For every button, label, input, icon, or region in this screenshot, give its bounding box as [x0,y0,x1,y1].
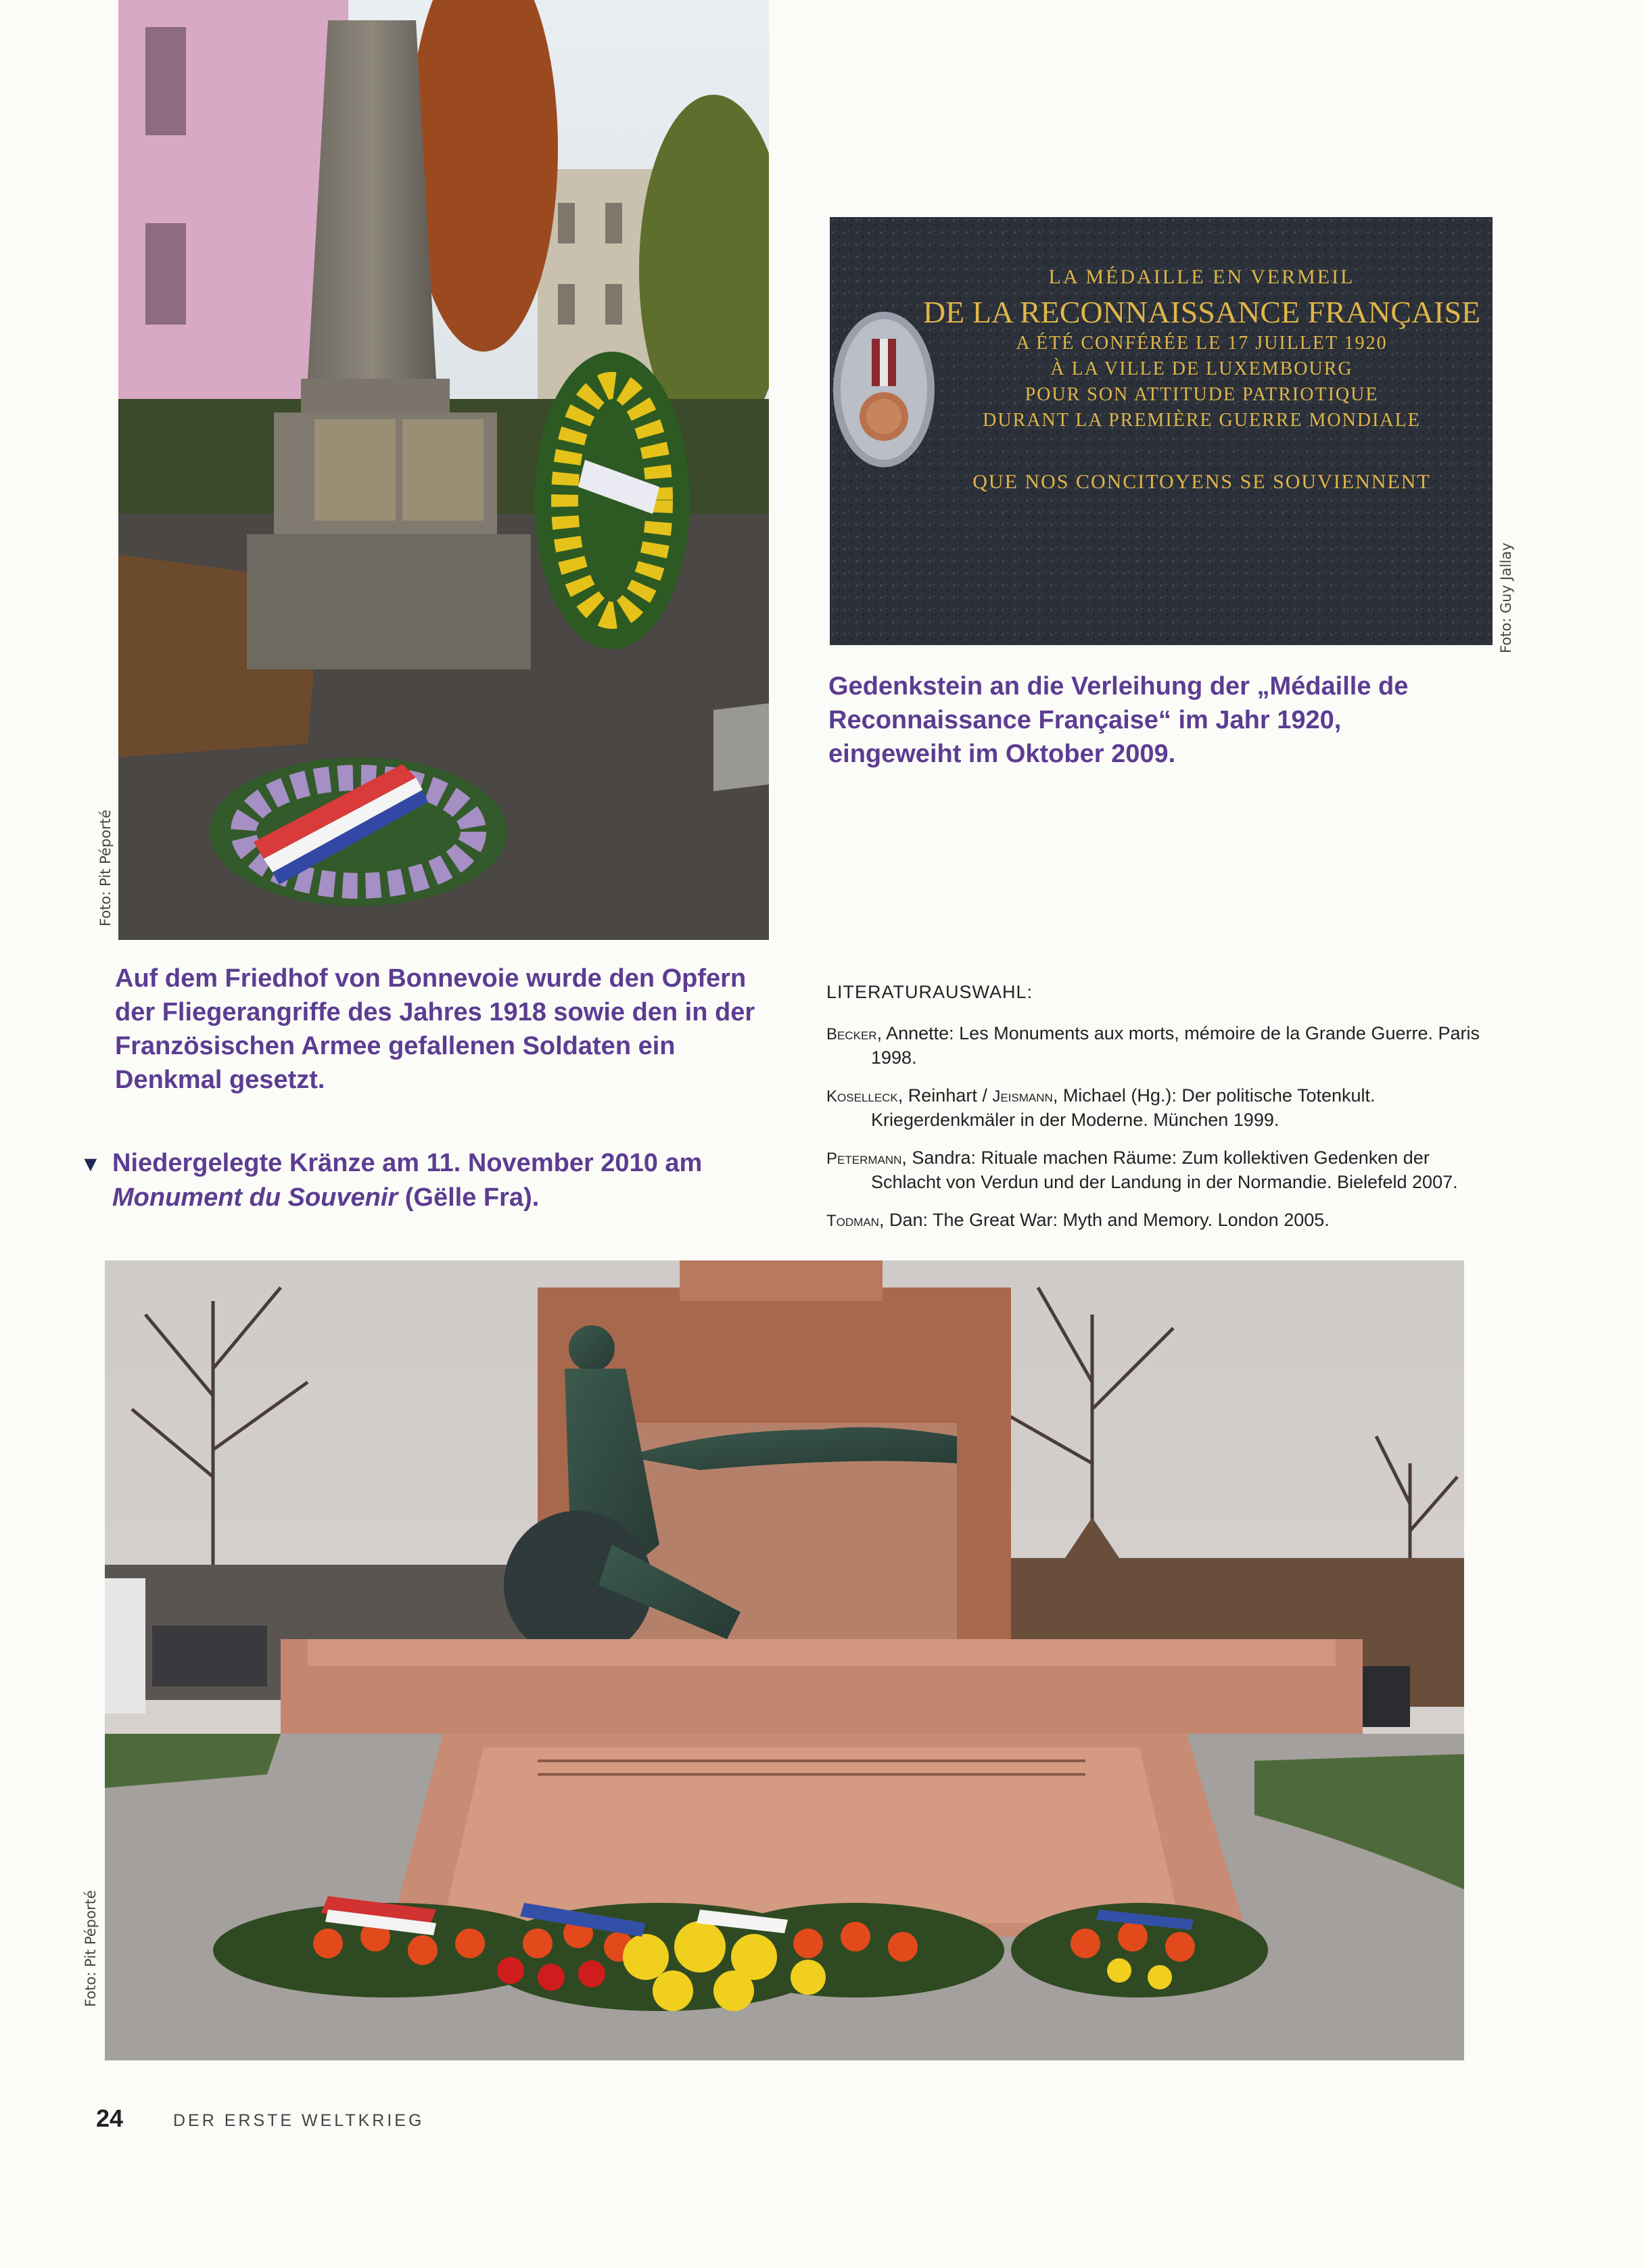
plaque-caption-text: Gedenkstein an die Verleihung der „Médaille de Reconnaissance Française“ im Jahr 1920, eingeweiht im Oktober 2009. [828,672,1409,768]
plaque-line-5: POUR SON ATTITUDE PATRIOTIQUE [1025,384,1379,405]
literature-author: Koselleck [826,1087,898,1106]
literature-entry [826,1084,1486,1131]
literature-heading: LITERATURAUSWAHL: [826,982,1033,1002]
plaque-line-1: LA MÉDAILLE EN VERMEIL [1048,266,1355,288]
plaque-line-3: A ÉTÉ CONFÉRÉE LE 17 JUILLET 1920 [1016,333,1388,354]
literature-details: , Michael (Hg.): Der politische Totenkult. Kriegerdenkmäler in der Moderne. München 1999. [871,1085,1376,1130]
wreaths-caption-text: Niedergelegte Kränze am 11. November 2010 am [112,1149,703,1177]
photo-credit-plaque: Foto: Guy Jallay [1498,542,1514,653]
cemetery-caption-text: Auf dem Friedhof von Bonnevoie wurde den Opfern der Fliegerangriffe des Jahres 1918 sowie den in der Französischen Armee gefallenen Soldaten ein Denkmal gesetzt. [115,964,755,1094]
plaque-line-4: À LA VILLE DE LUXEMBOURG [1050,358,1353,379]
literature-details: , Annette: Les Monuments aux morts, mémoire de la Grande Guerre. Paris 1998. [871,1023,1480,1068]
literature-entry [826,1146,1486,1194]
literature-details: , Dan: The Great War: Myth and Memory. London 2005. [878,1210,1330,1230]
triangle-down-icon: ▼ [80,1152,101,1176]
wreaths-caption-end: (Gëlle Fra). [404,1183,540,1212]
wreaths-caption-italic: Monument du Souvenir [112,1183,398,1212]
literature-details: , Sandra: Rituale machen Räume: Zum kollektiven Gedenken der Schlacht von Verdun und der Landung in der Normandie. Bielefeld 2007. [871,1148,1458,1192]
cemetery-monument-photo [118,0,769,940]
literature-author: Becker [826,1025,877,1043]
literature-author: Petermann [826,1150,902,1168]
plaque-line-7: QUE NOS CONCITOYENS SE SOUVIENNENT [972,471,1431,493]
photo-credit-cemetery: Foto: Pit Péporté [97,809,114,926]
memorial-plaque-photo [830,217,1493,645]
photo-credit-monument: Foto: Pit Péporté [83,1890,99,2007]
literature-details: , Reinhart / [897,1085,993,1106]
running-title: DER ERSTE WELTKRIEG [173,2111,425,2130]
literature-entry [826,1208,1486,1233]
page-number: 24 [96,2104,124,2132]
literature-list [826,982,1486,1248]
literature-entry [826,1022,1486,1069]
literature-author: Jeismann [992,1087,1053,1106]
monument-du-souvenir-photo [105,1260,1464,2060]
wreaths-caption [80,1146,756,1214]
plaque-line-2: DE LA RECONNAISSANCE FRANÇAISE [922,295,1481,329]
literature-author: Todman [826,1212,879,1230]
plaque-line-6: DURANT LA PREMIÈRE GUERRE MONDIALE [983,410,1421,431]
plaque-caption [828,669,1478,771]
cemetery-caption [115,962,778,1097]
